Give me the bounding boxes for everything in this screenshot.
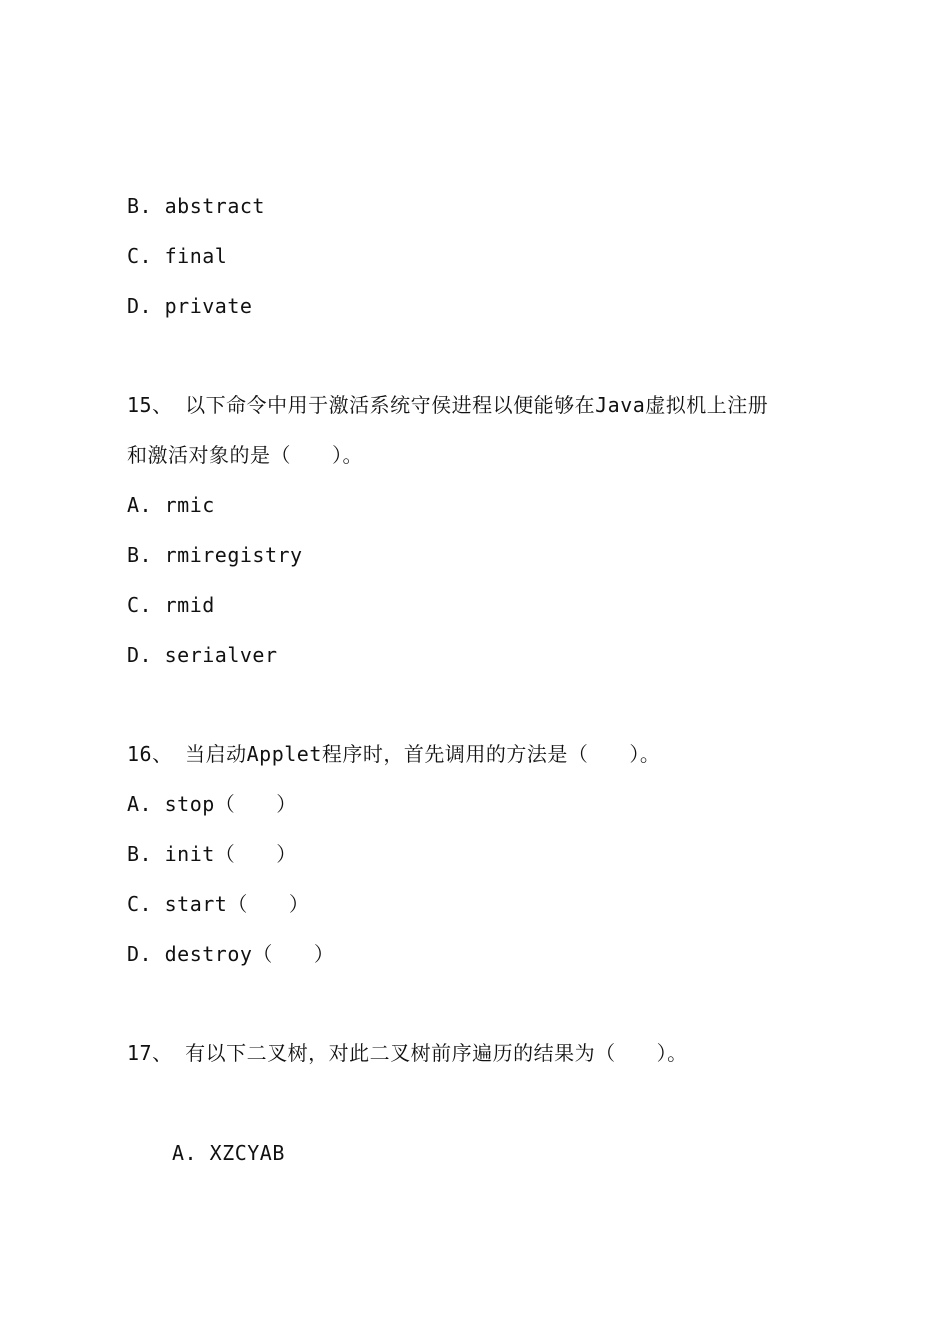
option-16-d: D. destroy（ ） (127, 942, 335, 966)
option-16-c: C. start（ ） (127, 892, 310, 916)
question-15-line-2: 和激活对象的是（ ）。 (127, 443, 363, 467)
option-14-c: C. final (127, 244, 228, 268)
question-16: 16、 当启动Applet程序时，首先调用的方法是（ ）。 (127, 742, 661, 766)
option-15-b: B. rmiregistry (127, 543, 303, 567)
option-15-d: D. serialver (127, 643, 278, 667)
option-16-b: B. init（ ） (127, 842, 297, 866)
option-15-a: A. rmic (127, 493, 215, 517)
option-14-d: D. private (127, 294, 253, 318)
question-17: 17、 有以下二叉树，对此二叉树前序遍历的结果为（ ）。 (127, 1041, 688, 1065)
option-16-a: A. stop（ ） (127, 792, 297, 816)
option-14-b: B. abstract (127, 194, 265, 218)
option-15-c: C. rmid (127, 593, 215, 617)
option-17-a: A. XZCYAB (172, 1141, 285, 1165)
question-15-line-1: 15、 以下命令中用于激活系统守侯进程以便能够在Java虚拟机上注册 (127, 393, 769, 417)
